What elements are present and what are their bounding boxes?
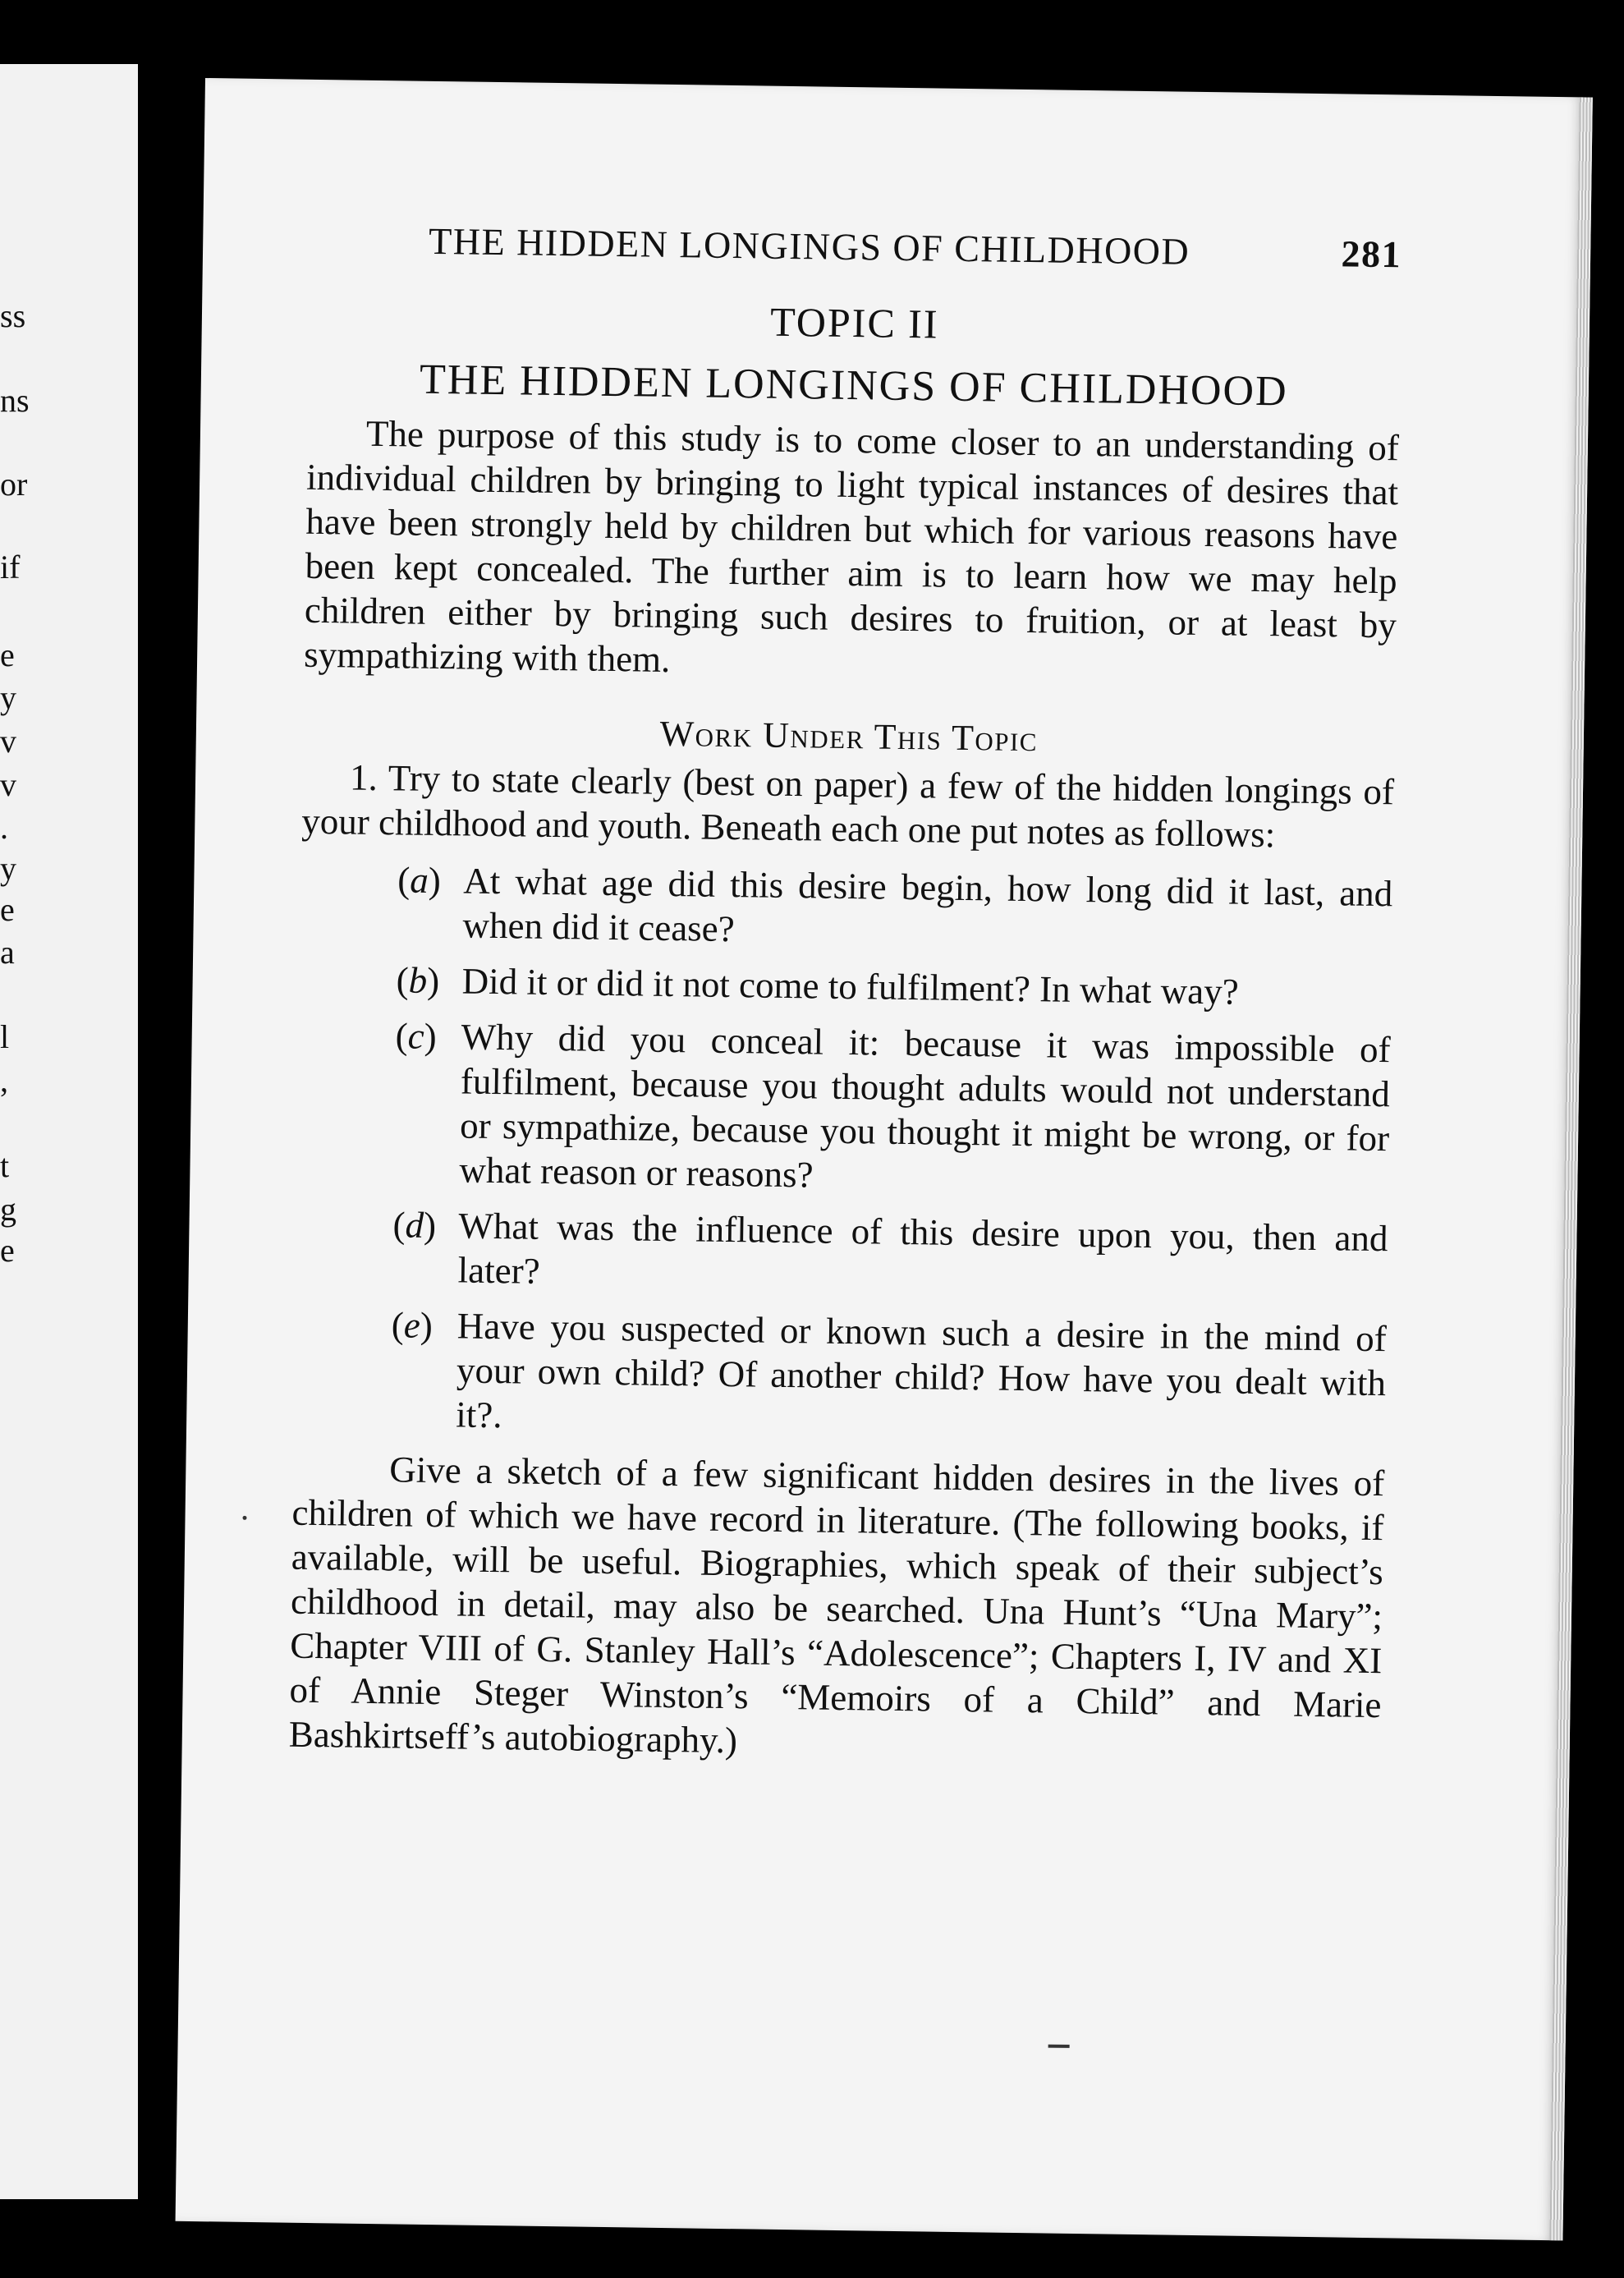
topic-title: THE HIDDEN LONGINGS OF CHILDHOOD bbox=[419, 356, 1289, 416]
topic-label: TOPIC II bbox=[769, 298, 939, 347]
left-page-fragment: y bbox=[0, 679, 16, 716]
item-marker: (a) bbox=[397, 859, 442, 902]
item-text: Have you suspected or known such a desire in the mind of your own child? Of another child? How have you dealt with it?. bbox=[455, 1305, 1388, 1436]
left-page-fragment: v bbox=[0, 723, 16, 760]
left-page-fragment: v bbox=[0, 766, 16, 803]
book-page bbox=[176, 78, 1593, 2240]
left-page-fragment: . bbox=[0, 809, 8, 846]
item-text: Why did you conceal it: because it was impossible of fulfilment, because you thought adults would not understand or sympathize, because you thought it might be wrong, or for what reason or reasons? bbox=[459, 1016, 1391, 1196]
stray-mark bbox=[242, 1516, 246, 1520]
left-page-fragment: l bbox=[0, 1018, 10, 1055]
left-page-fragment: , bbox=[0, 1062, 8, 1099]
intro-paragraph: The purpose of this study is to come closer to an understanding of individual children by bringing to light typical instances of desires that have been strongly held by children but which for various reasons have been kept concealed. The further aim is to learn how we may help children either by bringing such desires to fruition, or at least by sympathizing with them. bbox=[303, 412, 1400, 680]
work-heading: Work Under This Topic bbox=[659, 713, 1039, 760]
list-item bbox=[295, 1201, 1388, 1306]
page-edge bbox=[1549, 97, 1592, 2240]
left-page-fragment: t bbox=[0, 1147, 10, 1184]
left-page-fragment: a bbox=[0, 934, 15, 971]
left-page-fragment: or bbox=[0, 466, 28, 503]
question-list bbox=[293, 857, 1393, 1450]
left-page-fragment: e bbox=[0, 636, 15, 673]
page-content bbox=[288, 218, 1402, 1771]
list-item bbox=[293, 1302, 1387, 1450]
item-marker: (b) bbox=[396, 959, 440, 1002]
left-page-fragment: ns bbox=[0, 382, 30, 419]
exercise-lead: 1. Try to state clearly (best on paper) a few of the hidden longings of your childhood and youth. Beneath each one put notes as follows: bbox=[301, 756, 1395, 856]
page-number: 281 bbox=[1341, 232, 1402, 276]
left-page-fragment: ss bbox=[0, 297, 26, 334]
left-page-fragment: y bbox=[0, 850, 16, 887]
item-marker: (c) bbox=[395, 1015, 438, 1058]
left-page-fragment: g bbox=[0, 1191, 16, 1228]
left-page-edge bbox=[0, 64, 141, 2199]
item-text: At what age did this desire begin, how long did it last, and when did it cease? bbox=[462, 860, 1393, 950]
footer-dash bbox=[1048, 2045, 1070, 2048]
left-page-fragment: if bbox=[0, 549, 21, 586]
list-item bbox=[300, 857, 1392, 961]
closing-paragraph: Give a sketch of a few significant hidden desires in the lives of children of which we have record in literature. (The following books, if available, will be useful. Biographies, which speak of their subject’s childhood in detail, may also be searched. Una Hunt’s “Una Mary”; Chapter VIII of G. Stanley Hall’s “Adolescence”; Chapters I, IV and XI of Annie Steger Winston’s “Memoirs of a Child” and Marie Bashkirtseff’s autobiography.) bbox=[288, 1449, 1385, 1761]
left-page-fragment: e bbox=[0, 891, 15, 928]
running-head-title: THE HIDDEN LONGINGS OF CHILDHOOD bbox=[428, 219, 1190, 273]
left-page-fragment: e bbox=[0, 1232, 15, 1269]
list-item bbox=[299, 957, 1392, 1017]
item-marker: (d) bbox=[392, 1204, 437, 1247]
item-marker: (e) bbox=[391, 1304, 434, 1347]
item-text: Did it or did it not come to fulfilment? In what way? bbox=[461, 960, 1239, 1013]
list-item bbox=[296, 1013, 1391, 1206]
running-head bbox=[310, 218, 1402, 291]
item-text: What was the influence of this desire upon you, then and later? bbox=[457, 1205, 1388, 1292]
